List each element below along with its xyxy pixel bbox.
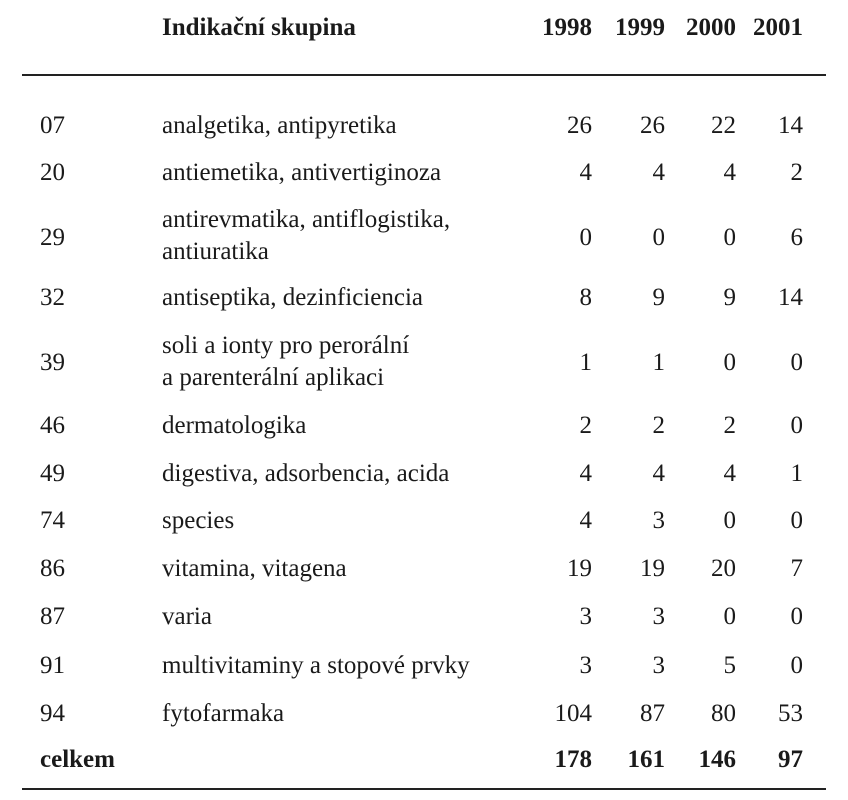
row-value-2001: 6 <box>790 224 803 251</box>
header-year-2001: 2001 <box>753 14 803 41</box>
row-value-2001: 2 <box>790 159 803 186</box>
row-group: antiseptika, dezinficiencia <box>162 284 423 311</box>
row-value-1998: 8 <box>579 284 592 311</box>
row-value-2000: 20 <box>711 555 736 582</box>
row-value-2001: 0 <box>790 349 803 376</box>
row-value-1999: 19 <box>640 555 665 582</box>
row-group-line-2: antiuratika <box>162 238 269 265</box>
row-value-2001: 0 <box>790 652 803 679</box>
row-code: 91 <box>40 652 65 679</box>
row-value-2001: 0 <box>790 412 803 439</box>
row-group-line-1: antirevmatika, antiflogistika, <box>162 206 451 233</box>
row-value-2001: 14 <box>778 112 803 139</box>
row-code: 39 <box>40 349 65 376</box>
row-value-2001: 14 <box>778 284 803 311</box>
row-value-2001: 0 <box>790 507 803 534</box>
row-value-1998: 26 <box>567 112 592 139</box>
row-value-1999: 2 <box>652 412 665 439</box>
row-value-1998: 2 <box>579 412 592 439</box>
row-value-2000: 2 <box>723 412 736 439</box>
row-value-2001: 0 <box>790 603 803 630</box>
row-value-1998: 4 <box>579 507 592 534</box>
bottom-rule <box>22 788 826 790</box>
row-code: 94 <box>40 700 65 727</box>
row-value-1998: 4 <box>579 460 592 487</box>
header-year-1999: 1999 <box>615 14 665 41</box>
row-value-2000: 22 <box>711 112 736 139</box>
total-value-1998: 178 <box>554 746 592 773</box>
row-value-1998: 1 <box>579 349 592 376</box>
row-value-1998: 19 <box>567 555 592 582</box>
row-code: 29 <box>40 224 65 251</box>
row-group: vitamina, vitagena <box>162 555 347 582</box>
row-code: 86 <box>40 555 65 582</box>
row-group: varia <box>162 603 212 630</box>
row-value-1999: 3 <box>652 652 665 679</box>
row-group: species <box>162 507 235 534</box>
header-divider <box>22 74 826 76</box>
row-value-2000: 4 <box>723 159 736 186</box>
total-value-2000: 146 <box>698 746 736 773</box>
row-value-2001: 53 <box>778 700 803 727</box>
total-value-1999: 161 <box>627 746 665 773</box>
row-value-1999: 3 <box>652 603 665 630</box>
row-code: 74 <box>40 507 65 534</box>
row-group: fytofarmaka <box>162 700 285 727</box>
row-value-2000: 9 <box>723 284 736 311</box>
row-value-1999: 4 <box>652 460 665 487</box>
row-code: 46 <box>40 412 65 439</box>
header-year-1998: 1998 <box>542 14 592 41</box>
row-code: 32 <box>40 284 65 311</box>
row-value-1999: 9 <box>652 284 665 311</box>
total-label: celkem <box>40 746 115 773</box>
row-value-2000: 0 <box>723 224 736 251</box>
header-group-label: Indikační skupina <box>162 14 356 41</box>
row-value-1999: 4 <box>652 159 665 186</box>
row-value-1998: 3 <box>579 652 592 679</box>
row-value-1999: 0 <box>652 224 665 251</box>
row-value-2001: 1 <box>790 460 803 487</box>
header-year-2000: 2000 <box>686 14 736 41</box>
row-code: 07 <box>40 112 65 139</box>
row-code: 49 <box>40 460 65 487</box>
row-value-1998: 0 <box>579 224 592 251</box>
row-group: dermatologika <box>162 412 307 439</box>
row-group: digestiva, adsorbencia, acida <box>162 460 450 487</box>
row-value-1998: 3 <box>579 603 592 630</box>
total-value-2001: 97 <box>778 746 803 773</box>
row-value-1999: 1 <box>652 349 665 376</box>
row-value-2000: 0 <box>723 603 736 630</box>
row-value-2000: 0 <box>723 507 736 534</box>
row-group-line-2: a parenterální aplikaci <box>162 364 385 391</box>
row-code: 20 <box>40 159 65 186</box>
row-value-1999: 87 <box>640 700 665 727</box>
row-value-2000: 0 <box>723 349 736 376</box>
row-value-1998: 4 <box>579 159 592 186</box>
row-group: multivitaminy a stopové prvky <box>162 652 470 679</box>
row-value-1999: 3 <box>652 507 665 534</box>
row-value-2001: 7 <box>790 555 803 582</box>
row-value-2000: 80 <box>711 700 736 727</box>
row-value-1998: 104 <box>554 700 592 727</box>
row-group-line-1: soli a ionty pro perorální <box>162 332 410 359</box>
row-value-1999: 26 <box>640 112 665 139</box>
row-group: analgetika, antipyretika <box>162 112 397 139</box>
row-code: 87 <box>40 603 65 630</box>
row-value-2000: 5 <box>723 652 736 679</box>
row-group: antiemetika, antivertiginoza <box>162 159 442 186</box>
row-value-2000: 4 <box>723 460 736 487</box>
